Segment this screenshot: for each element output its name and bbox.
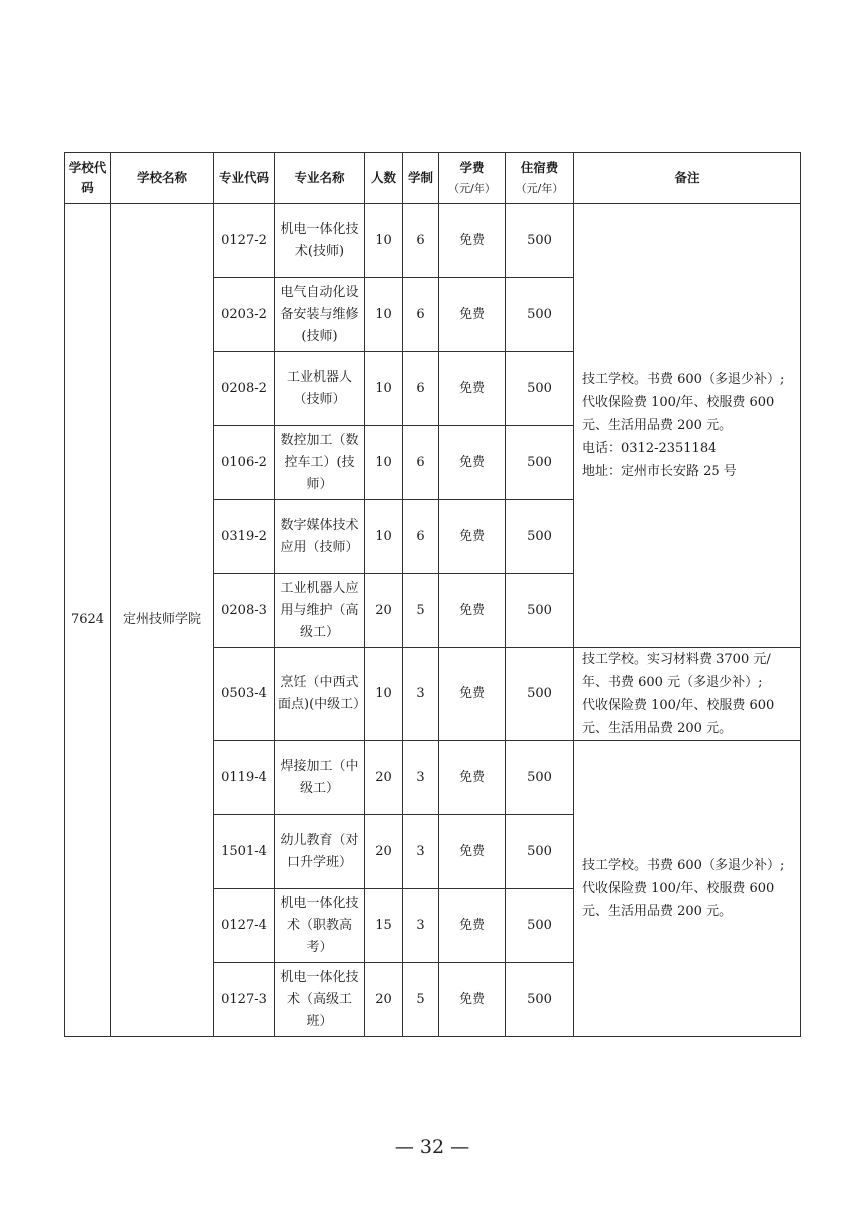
tuition-cell: 免费	[439, 426, 506, 500]
header-lodging-unit: （元/年）	[515, 181, 564, 195]
note-line: 元、生活用品费 200 元。	[582, 418, 733, 433]
tuition-cell: 免费	[439, 352, 506, 426]
notes-cell-group2	[574, 648, 801, 741]
enrollment-cell: 10	[365, 426, 403, 500]
note-line: 技工学校。实习材料费 3700 元/	[582, 652, 771, 667]
admissions-table	[64, 152, 801, 1037]
enrollment-cell: 20	[365, 741, 403, 815]
duration-cell: 3	[403, 741, 439, 815]
table-row	[65, 204, 801, 278]
enrollment-cell: 10	[365, 500, 403, 574]
note-line: 代收保险费 100/年、校服费 600	[582, 395, 775, 410]
lodging-cell: 500	[506, 889, 574, 963]
duration-cell: 5	[403, 574, 439, 648]
duration-cell: 3	[403, 889, 439, 963]
enrollment-cell: 20	[365, 574, 403, 648]
tuition-cell: 免费	[439, 278, 506, 352]
school-name-cell: 定州技师学院	[111, 204, 214, 1037]
header-major-name: 专业名称	[275, 153, 365, 204]
duration-cell: 6	[403, 278, 439, 352]
lodging-cell: 500	[506, 204, 574, 278]
duration-cell: 3	[403, 648, 439, 741]
enrollment-cell: 20	[365, 963, 403, 1037]
major-name-cell: 工业机器人（技师）	[275, 352, 365, 426]
lodging-cell: 500	[506, 648, 574, 741]
major-name-cell: 机电一体化技术(技师)	[275, 204, 365, 278]
header-tuition-label: 学费	[459, 159, 485, 175]
major-name-cell: 机电一体化技术（职教高考）	[275, 889, 365, 963]
note-line: 代收保险费 100/年、校服费 600	[582, 881, 775, 896]
note-line: 代收保险费 100/年、校服费 600	[582, 698, 775, 713]
major-name-cell: 数字媒体技术应用（技师）	[275, 500, 365, 574]
duration-cell: 6	[403, 204, 439, 278]
enrollment-cell: 10	[365, 352, 403, 426]
tuition-cell: 免费	[439, 963, 506, 1037]
school-code-cell: 7624	[65, 204, 111, 1037]
major-code-cell: 0127-3	[214, 963, 275, 1037]
duration-cell: 3	[403, 815, 439, 889]
duration-cell: 5	[403, 963, 439, 1037]
major-code-cell: 0503-4	[214, 648, 275, 741]
major-code-cell: 0203-2	[214, 278, 275, 352]
note-line: 元、生活用品费 200 元。	[582, 904, 733, 919]
lodging-cell: 500	[506, 500, 574, 574]
header-school-code: 学校代码	[65, 153, 111, 204]
tuition-cell: 免费	[439, 741, 506, 815]
header-duration: 学制	[403, 153, 439, 204]
note-line: 地址：定州市长安路 25 号	[582, 464, 737, 479]
enrollment-cell: 10	[365, 278, 403, 352]
major-code-cell: 0208-2	[214, 352, 275, 426]
note-line: 技工学校。书费 600（多退少补）;	[582, 858, 785, 873]
tuition-cell: 免费	[439, 204, 506, 278]
major-name-cell: 烹饪（中西式面点)(中级工）	[275, 648, 365, 741]
note-line: 元、生活用品费 200 元。	[582, 721, 733, 736]
major-code-cell: 0119-4	[214, 741, 275, 815]
major-name-cell: 数控加工（数控车工）(技师）	[275, 426, 365, 500]
major-code-cell: 0319-2	[214, 500, 275, 574]
header-tuition-unit: （元/年）	[448, 181, 496, 195]
lodging-cell: 500	[506, 574, 574, 648]
major-code-cell: 0106-2	[214, 426, 275, 500]
notes-cell-group1	[574, 204, 801, 648]
note-line: 技工学校。书费 600（多退少补）;	[582, 372, 785, 387]
enrollment-cell: 10	[365, 204, 403, 278]
major-name-cell: 工业机器人应用与维护（高级工）	[275, 574, 365, 648]
tuition-cell: 免费	[439, 889, 506, 963]
page-number: — 32 —	[394, 1136, 470, 1158]
header-school-name: 学校名称	[111, 153, 214, 204]
enrollment-cell: 15	[365, 889, 403, 963]
lodging-cell: 500	[506, 815, 574, 889]
major-code-cell: 0208-3	[214, 574, 275, 648]
major-name-cell: 电气自动化设备安装与维修(技师)	[275, 278, 365, 352]
note-line: 年、书费 600 元（多退少补）;	[582, 675, 763, 690]
major-name-cell: 机电一体化技术（高级工班）	[275, 963, 365, 1037]
header-notes: 备注	[574, 153, 801, 204]
tuition-cell: 免费	[439, 815, 506, 889]
notes-cell-group3	[574, 741, 801, 1037]
tuition-cell: 免费	[439, 574, 506, 648]
lodging-cell: 500	[506, 278, 574, 352]
duration-cell: 6	[403, 500, 439, 574]
header-enrollment: 人数	[365, 153, 403, 204]
major-code-cell: 0127-4	[214, 889, 275, 963]
tuition-cell: 免费	[439, 648, 506, 741]
lodging-cell: 500	[506, 352, 574, 426]
header-lodging-label: 住宿费	[520, 159, 559, 175]
header-row	[65, 153, 801, 204]
tuition-cell: 免费	[439, 500, 506, 574]
lodging-cell: 500	[506, 963, 574, 1037]
major-code-cell: 0127-2	[214, 204, 275, 278]
enrollment-cell: 20	[365, 815, 403, 889]
note-line: 电话：0312-2351184	[582, 441, 717, 456]
lodging-cell: 500	[506, 741, 574, 815]
header-tuition	[439, 153, 506, 204]
enrollment-cell: 10	[365, 648, 403, 741]
duration-cell: 6	[403, 426, 439, 500]
header-lodging	[506, 153, 574, 204]
major-name-cell: 焊接加工（中级工）	[275, 741, 365, 815]
lodging-cell: 500	[506, 426, 574, 500]
major-code-cell: 1501-4	[214, 815, 275, 889]
duration-cell: 6	[403, 352, 439, 426]
header-major-code: 专业代码	[214, 153, 275, 204]
major-name-cell: 幼儿教育（对口升学班）	[275, 815, 365, 889]
